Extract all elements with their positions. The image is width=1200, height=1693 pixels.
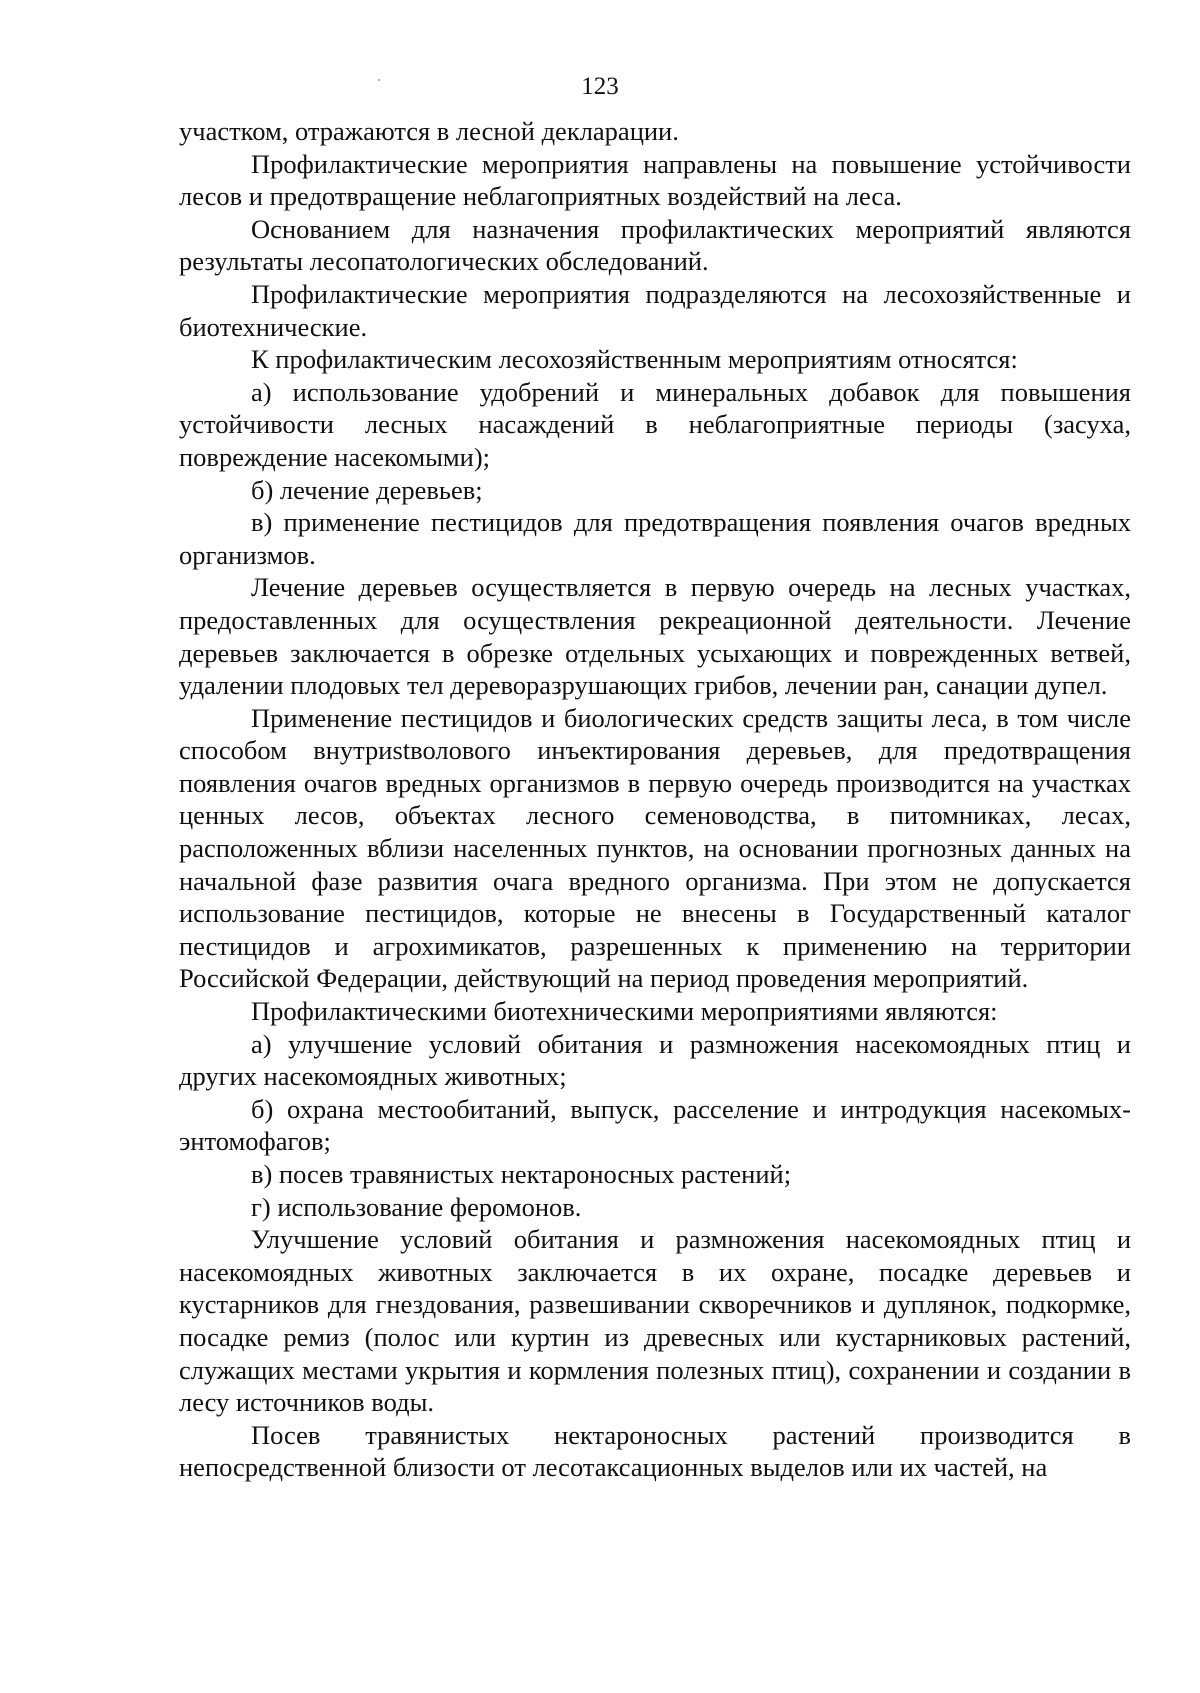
paragraph: Профилактическими биотехническими мероприятиями являются: xyxy=(251,996,998,1027)
body-text xyxy=(179,115,1131,1484)
list-item: а) улучшение условий обитания и размножения насекомоядных птиц и других насекомоядных животных; xyxy=(179,1028,1131,1092)
list-item: а) использование удобрений и минеральных добавок для повышения устойчивости лесных насаждений в неблагоприятные периоды (засуха, повреждение насекомыми); xyxy=(179,376,1131,472)
paragraph: Основанием для назначения профилактических мероприятий являются результаты лесопатологических обследований. xyxy=(179,213,1131,277)
paragraph: К профилактическим лесохозяйственным мероприятиям относятся: xyxy=(251,344,1018,375)
paragraph: Применение пестицидов и биологических средств защиты леса, в том числе способом внутриstволового инъектирования деревьев, для предотвращения появления очагов вредных организмов в первую очередь производится на участках ценных лесов, объектах лесного семеноводства, в питомниках, лесах, расположенных вблизи населенных пунктов, на основании прогнозных данных на начальной фазе развития очага вредного организма. При этом не допускается использование пестицидов, которые не внесены в Государственный каталог пестицидов и агрохимикатов, разрешенных к применению на территории Российской Федерации, действующий на период проведения мероприятий. xyxy=(179,702,1131,994)
list-item: б) лечение деревьев; xyxy=(251,474,483,505)
list-item: б) охрана местообитаний, выпуск, расселение и интродукция насекомых-энтомофагов; xyxy=(179,1093,1131,1157)
paragraph: Посев травянистых нектароносных растений производится в непосредственной близости от лесотаксационных выделов или их частей, на xyxy=(179,1419,1131,1483)
paragraph: Лечение деревьев осуществляется в первую очередь на лесных участках, предоставленных для осуществления рекреационной деятельности. Лечение деревьев заключается в обрезке отдельных усыхающих и поврежденных ветвей, удалении плодовых тел дереворазрушающих грибов, лечении ран, санации дупел. xyxy=(179,572,1131,701)
list-item: в) применение пестицидов для предотвращения появления очагов вредных организмов. xyxy=(179,507,1131,570)
page-number: 123 xyxy=(581,73,619,100)
list-item: г) использование феромонов. xyxy=(251,1191,582,1222)
paragraph: участком, отражаются в лесной декларации. xyxy=(179,116,679,146)
paragraph: Профилактические мероприятия подразделяются на лесохозяйственные и биотехнические. xyxy=(179,278,1131,342)
list-item: в) посев травянистых нектароносных растений; xyxy=(251,1159,792,1189)
paragraph: Улучшение условий обитания и размножения насекомоядных птиц и насекомоядных животных заключается в их охране, посадке деревьев и кустарников для гнездования, развешивании скворечников и дуплянок, подкормке, посадке ремиз (полос или куртин из древесных или кустарниковых растений, служащих местами укрытия и кормления полезных птиц), сохранении и создании в лесу источников воды. xyxy=(179,1224,1131,1418)
paragraph: Профилактические мероприятия направлены на повышение устойчивости лесов и предотвращение неблагоприятных воздействий на леса. xyxy=(179,148,1131,212)
